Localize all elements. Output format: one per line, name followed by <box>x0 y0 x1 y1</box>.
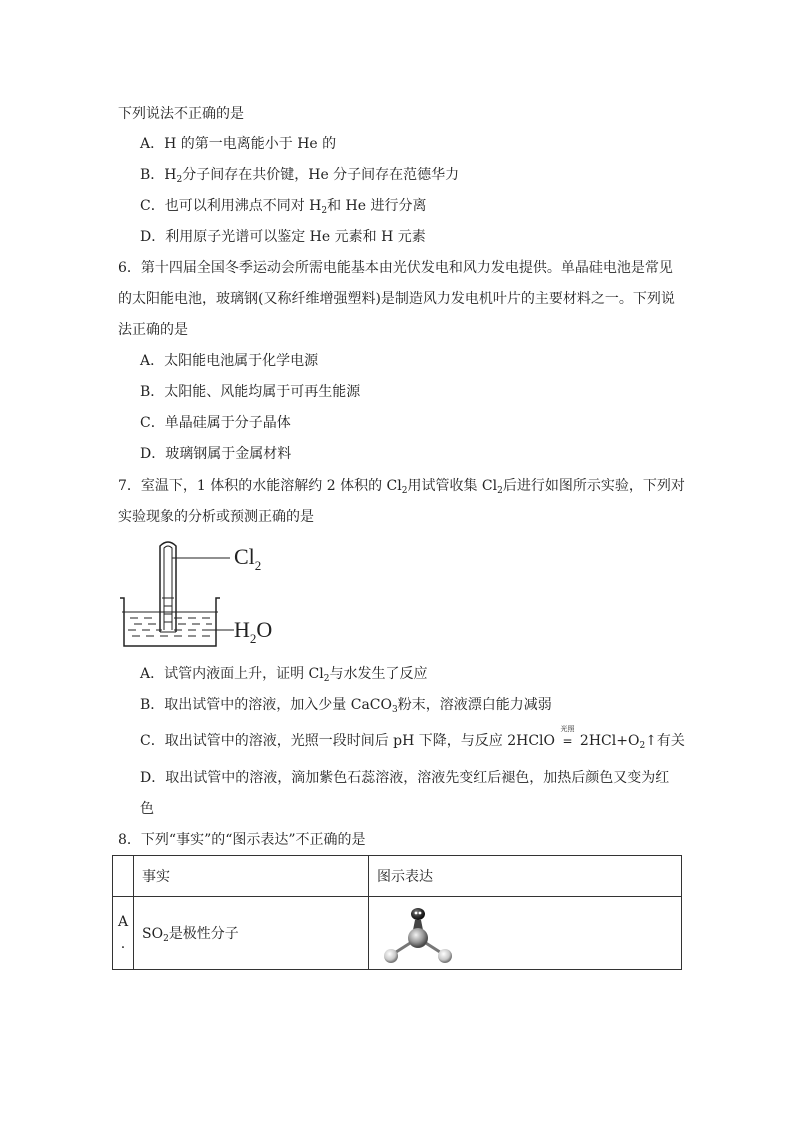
q7-option-c: C．取出试管中的溶液，光照一段时间后 pH 下降，与反应 2HClO 光照 = $2HCl+O_2↑$有关 <box>140 725 685 751</box>
q7-option-d-line1: D．取出试管中的溶液，滴加紫色石蕊溶液，溶液先变红后褪色，加热后颜色又变为红 <box>140 770 670 786</box>
header-empty-cell <box>113 856 134 897</box>
molecule-model-diagram <box>373 898 463 968</box>
q6-option-c: C．单晶硅属于分子晶体 <box>140 415 291 431</box>
q8-stem: 8．下列“事实”的“图示表达”不正确的是 <box>118 832 366 848</box>
q7-option-d-line2: 色 <box>140 801 154 817</box>
facts-table <box>112 855 682 970</box>
q7-stem-line1: 7．室温下，1 体积的水能溶解约 2 体积的 $Cl_2$用试管收集 $Cl_2$后进行如图所示实验，下列对 <box>118 478 685 496</box>
reaction-condition: 光照 = <box>560 725 575 748</box>
q5-option-c: C．也可以利用沸点不同对 $H_2$和 He 进行分离 <box>140 198 427 216</box>
row-diagram <box>369 897 682 970</box>
q5-option-d: D．利用原子光谱可以鉴定 He 元素和 H 元素 <box>140 229 426 245</box>
side-atom-left <box>384 949 398 963</box>
q6-option-b: B．太阳能、风能均属于可再生能源 <box>140 384 361 400</box>
q6-stem-line1: 6．第十四届全国冬季运动会所需电能基本由光伏发电和风力发电提供。单晶硅电池是常见 <box>118 260 673 276</box>
central-atom <box>408 928 428 948</box>
q6-option-d: D．玻璃钢属于金属材料 <box>140 446 292 462</box>
lone-pair-lobe <box>411 908 425 920</box>
q5-stem: 下列说法不正确的是 <box>118 106 244 122</box>
table-header-row <box>113 856 682 897</box>
q7-option-a: A．试管内液面上升，证明 $Cl_2$与水发生了反应 <box>140 666 428 684</box>
header-diagram: 图示表达 <box>369 856 682 897</box>
table-row <box>113 897 682 970</box>
header-fact: 事实 <box>134 856 369 897</box>
q7-option-b: B．取出试管中的溶液，加入少量 CaCO$_3$粉末，溶液漂白能力减弱 <box>140 697 552 715</box>
q5-option-b: B．$H_2$分子间存在共价键，He 分子间存在范德华力 <box>140 167 460 185</box>
q6-stem-line3: 法正确的是 <box>118 322 188 338</box>
apparatus-diagram <box>118 536 298 652</box>
side-atom-right <box>438 949 452 963</box>
q6-option-a: A．太阳能电池属于化学电源 <box>140 353 319 369</box>
gas-label: $Cl_2$ <box>234 544 262 573</box>
row-label: A . <box>113 897 134 970</box>
q7-stem-line2: 实验现象的分析或预测正确的是 <box>118 509 314 525</box>
q6-stem-line2: 的太阳能电池，玻璃钢(又称纤维增强塑料)是制造风力发电机叶片的主要材料之一。下列说 <box>118 291 675 307</box>
row-fact: $SO_2$是极性分子 <box>134 897 369 970</box>
water-label: $H_2O$ <box>234 617 273 646</box>
q5-option-a: A．H 的第一电离能小于 He 的 <box>140 136 337 152</box>
